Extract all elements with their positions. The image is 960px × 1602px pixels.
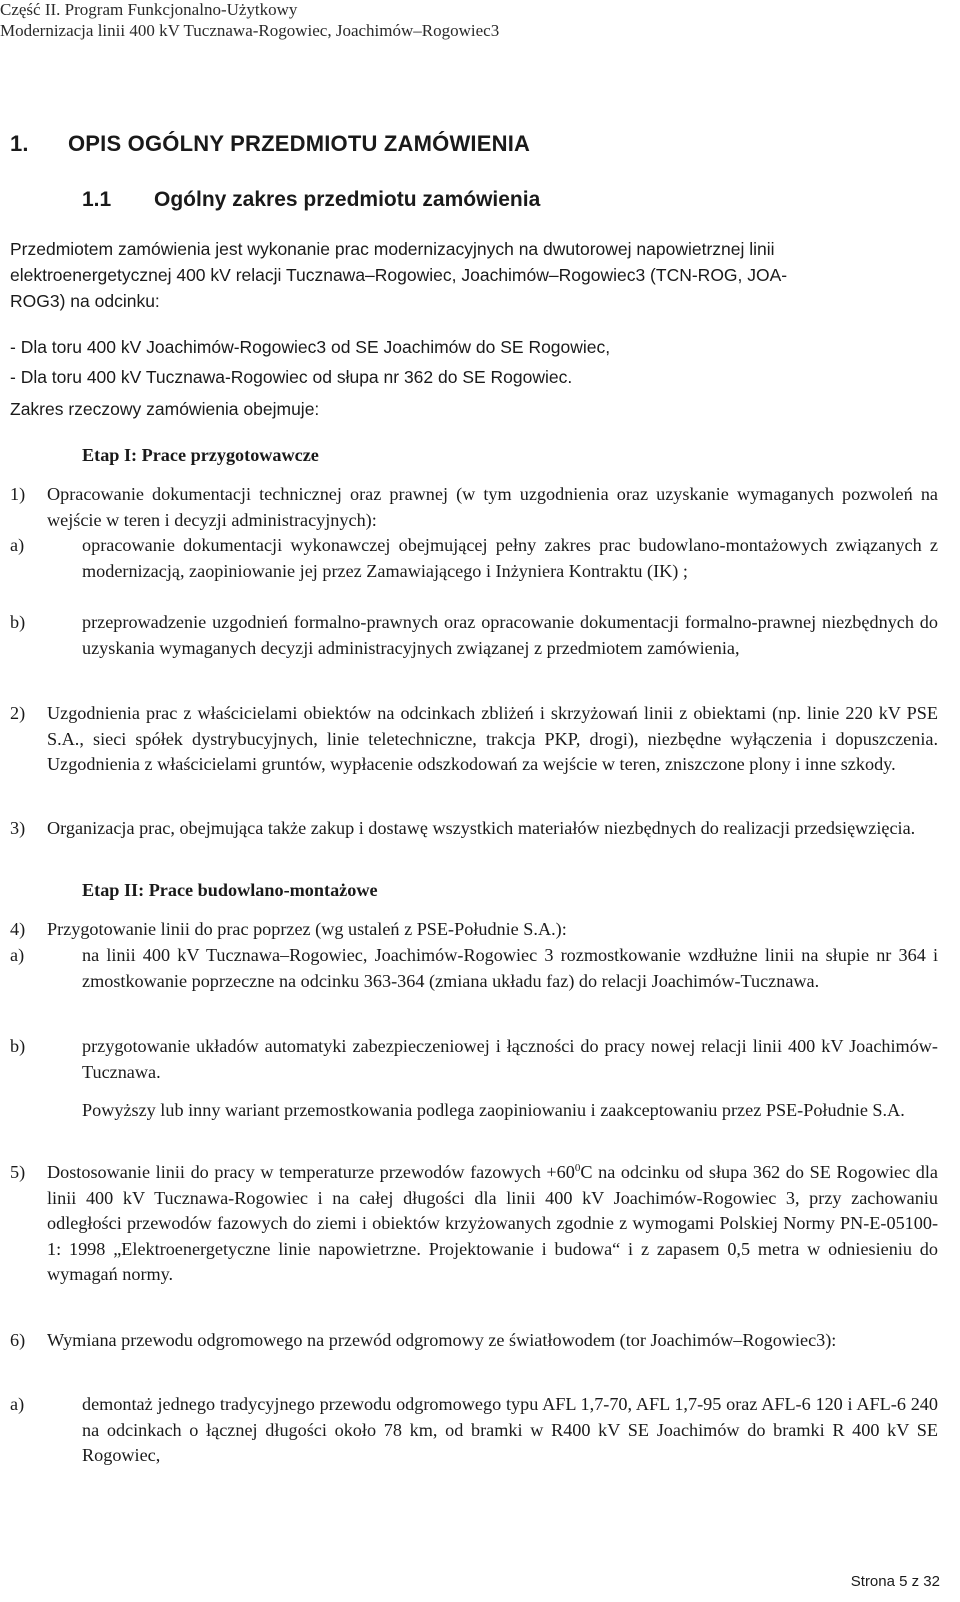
intro-line: elektroenergetycznej 400 kV relacji Tucznawa–Rogowiec, Joachimów–Rogowiec3 (TCN-ROG, JOA- [10,265,788,285]
subsection-heading [82,188,540,212]
section-heading [10,131,530,157]
item-number: 5) [10,1162,26,1182]
scope-intro: Zakres rzeczowy zamówienia obejmuje: [10,399,320,419]
note-text: Powyższy lub inny wariant przemostkowania podlega zaopiniowaniu i zaakceptowaniu przez PSE-Południe S.A. [82,1100,905,1120]
item-number: 2) [10,703,26,723]
item-text: Uzgodnienia prac z właścicielami obiektów na odcinkach zbliżeń i skrzyżowań linii z obiektami (np. linie 220 kV PSE S.A., sieci spółek dystrybucyjnych, linie teletechniczne, trakcja PKP, drogi), niezbędne wyłączenia i dopuszczenia. Uzgodnienia z właścicielami gruntów, wypłacenie odszkodowań za wejście w teren, zniszczone plony i inne szkody. [47,703,938,775]
sub-item-text: na linii 400 kV Tucznawa–Rogowiec, Joachimów-Rogowiec 3 rozmostkowanie wzdłużne linii na słupie nr 364 i zmostkowanie poprzeczne na odcinku 363-364 (zmiana układu faz) do relacji Joachimów-Tucznawa. [82,945,938,991]
item-text [47,1160,938,1288]
sub-item-text: opracowanie dokumentacji wykonawczej obejmującej pełny zakres prac budowlano-montażowych związanych z modernizacją, zaopiniowanie jej przez Zamawiającego i Inżyniera Kontraktu (IK) ; [82,535,938,581]
sub-item-label: a) [10,945,25,965]
item-text-part: Dostosowanie linii do pracy w temperaturze przewodów fazowych +60 [47,1162,575,1182]
page-number: Strona 5 z 32 [850,1573,940,1590]
intro-line: ROG3) na odcinku: [10,291,160,311]
subsection-number: 1.1 [82,188,112,211]
item-number: 3) [10,818,26,838]
subsection-title: Ogólny zakres przedmiotu zamówienia [154,188,541,211]
item-text: Organizacja prac, obejmująca także zakup i dostawę wszystkich materiałów niezbędnych do realizacji przedsięwzięcia. [47,818,916,838]
item-number: 4) [10,919,26,939]
sub-item-label: a) [10,1394,25,1414]
item-text: Opracowanie dokumentacji technicznej oraz prawnej (w tym uzgodnienia oraz uzyskanie wymaganych pozwoleń na wejście w teren i decyzji administracyjnych): [47,484,938,530]
note-paragraph [82,1098,938,1124]
intro-paragraph [10,236,938,314]
header-project-title: Modernizacja linii 400 kV Tucznawa-Rogowiec, Joachimów–Rogowiec3 [0,21,500,40]
item-number: 6) [10,1330,26,1350]
stage-heading: Etap I: Prace przygotowawcze [82,445,319,465]
item-text: Wymiana przewodu odgromowego na przewód odgromowy ze światłowodem (tor Joachimów–Rogowiec3): [47,1330,837,1350]
sub-item-label: b) [10,1036,26,1056]
section-title: OPIS OGÓLNY PRZEDMIOTU ZAMÓWIENIA [68,131,531,156]
intro-line: Przedmiotem zamówienia jest wykonanie prac modernizacyjnych na dwutorowej napowietrznej linii [10,239,775,259]
sub-item-text: przeprowadzenie uzgodnień formalno-prawnych oraz opracowanie dokumentacji formalno-prawnej niezbędnych do uzyskania wymaganych decyzji administracyjnych związanej z przedmiotem zamówienia, [82,612,938,658]
scope-bullet: - Dla toru 400 kV Joachimów-Rogowiec3 od SE Joachimów do SE Rogowiec, [10,337,611,357]
section-number: 1. [10,131,29,156]
item-number: 1) [10,484,26,504]
sub-item-text: przygotowanie układów automatyki zabezpieczeniowej i łączności do pracy nowej relacji linii 400 kV Joachimów-Tucznawa. [82,1036,938,1082]
sub-item-text: demontaż jednego tradycyjnego przewodu odgromowego typu AFL 1,7-70, AFL 1,7-95 oraz AFL-6 120 i AFL-6 240 na odcinkach o łącznej długości około 78 km, od bramki w R400 kV SE Joachimów do bramki R 400 kV SE Rogowiec, [82,1394,938,1466]
degree-superscript: 0 [574,1161,581,1174]
scope-bullet: - Dla toru 400 kV Tucznawa-Rogowiec od słupa nr 362 do SE Rogowiec. [10,367,573,387]
item-text-part: C na odcinku od słupa 362 do SE Rogowiec dla linii 400 kV Tucznawa-Rogowiec i na całej długości dla linii 400 kV Joachimów-Rogowiec 3, przy zachowaniu odległości przewodów fazowych do ziemi i obiektów krzyżowanych zgodnie z wymogami Polskiej Normy PN-E-05100-1: 1998 „Elektroenergetyczne linie napowietrzne. Projektowanie i budowa“ i z zapasem 0,5 metra w odniesieniu do wymagań normy. [47,1162,938,1285]
stage-heading: Etap II: Prace budowlano-montażowe [82,880,378,900]
header-part-title: Część II. Program Funkcjonalno-Użytkowy [0,0,298,19]
sub-item-label: b) [10,612,26,632]
item-text: Przygotowanie linii do prac poprzez (wg ustaleń z PSE-Południe S.A.): [47,919,567,939]
sub-item-label: a) [10,535,25,555]
